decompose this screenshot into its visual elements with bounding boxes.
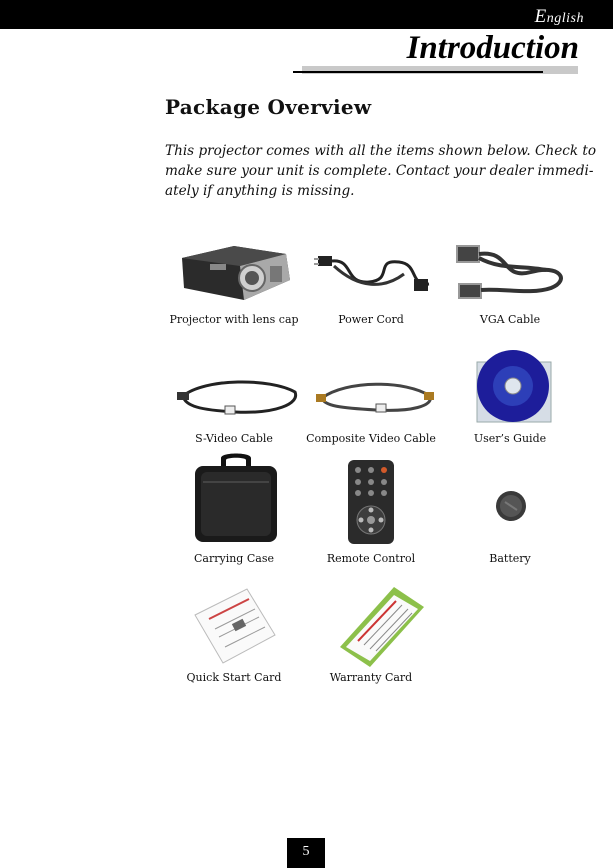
item-label: Battery: [489, 552, 531, 565]
warranty-card-icon: [336, 585, 426, 669]
item-carrying-case: [159, 450, 309, 570]
item-label: User’s Guide: [473, 432, 547, 445]
item-users-guide: [435, 348, 585, 453]
title-underline: [293, 71, 543, 73]
battery-icon: [495, 488, 527, 524]
item-battery: [435, 450, 585, 570]
composite-video-cable-icon: [316, 378, 436, 418]
item-remote-control: [296, 450, 446, 570]
intro-paragraph: [165, 141, 597, 201]
item-label: Projector with lens cap: [169, 313, 299, 326]
item-label: Quick Start Card: [186, 671, 282, 684]
item-label: Carrying Case: [194, 552, 274, 565]
carrying-case-icon: [191, 452, 281, 544]
remote-control-icon: [346, 458, 396, 546]
header-bar: [0, 0, 613, 29]
projector-icon: [174, 240, 294, 304]
language-rest: nglish: [546, 11, 584, 26]
page-number: 5: [287, 838, 325, 868]
power-cord-icon: [314, 244, 434, 299]
intro-line: This projector comes with all the items shown below. Check to: [165, 143, 597, 159]
item-label: VGA Cable: [479, 313, 541, 326]
item-power-cord: [296, 238, 446, 333]
item-quick-start-card: [159, 585, 309, 690]
intro-line: make sure your unit is complete. Contact your dealer immedi-: [165, 163, 594, 179]
title-underline-shadow: [302, 66, 578, 74]
intro-line: ately if anything is missing.: [165, 183, 355, 199]
item-label: Power Cord: [338, 313, 404, 326]
vga-cable-icon: [451, 240, 569, 302]
item-s-video-cable: [159, 348, 309, 453]
item-warranty-card: [296, 585, 446, 690]
language-label: [535, 6, 584, 28]
item-vga-cable: [435, 238, 585, 333]
section-title: Introduction: [406, 30, 579, 66]
language-initial: E: [534, 6, 547, 27]
item-label: Composite Video Cable: [306, 432, 436, 445]
s-video-cable-icon: [175, 378, 300, 418]
item-composite-video-cable: [296, 348, 446, 453]
page-heading: Package Overview: [165, 95, 372, 119]
item-projector: [159, 238, 309, 333]
item-label: S-Video Cable: [195, 432, 273, 445]
quick-start-card-icon: [189, 585, 279, 667]
item-label: Warranty Card: [329, 671, 413, 684]
cd-icon: [475, 348, 555, 424]
item-label: Remote Control: [326, 552, 416, 565]
